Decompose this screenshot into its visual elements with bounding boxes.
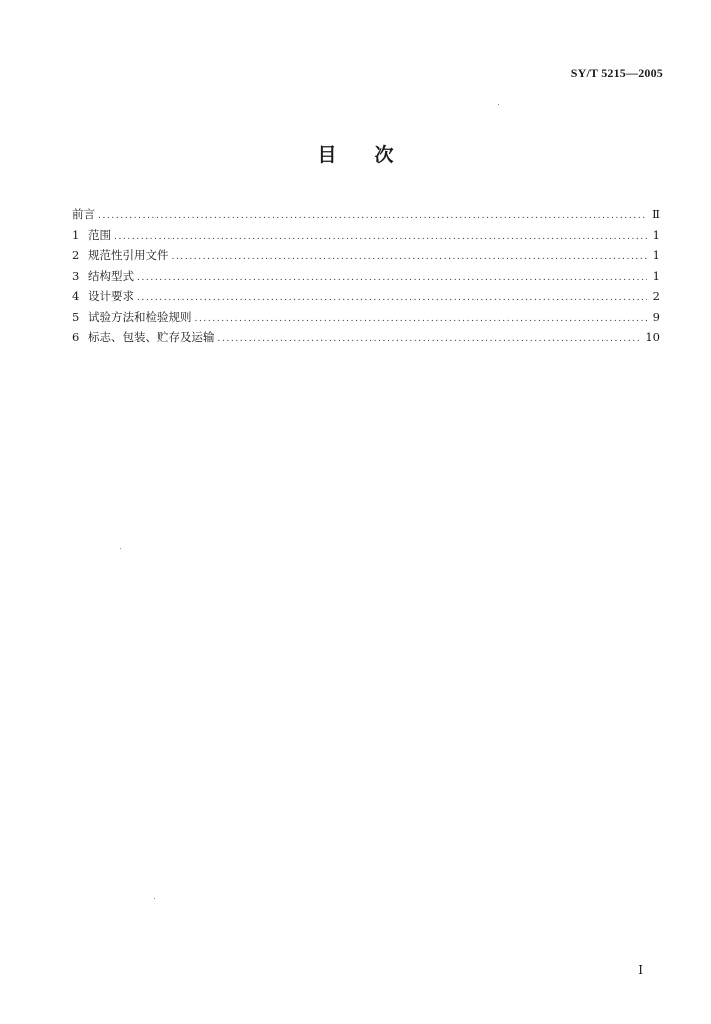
toc-list <box>72 204 660 348</box>
toc-entry-label: 标志、包装、贮存及运输 <box>88 330 215 344</box>
toc-entry-page: Ⅱ <box>652 207 660 221</box>
toc-entry-page: 1 <box>652 248 660 262</box>
toc-entry-label: 试验方法和检验规则 <box>88 309 192 324</box>
toc-entry-page: 9 <box>652 309 660 324</box>
toc-leader-dots <box>114 227 647 248</box>
toc-entry-label: 设计要求 <box>88 289 134 303</box>
toc-entry-number: 4 <box>72 289 80 303</box>
toc-entry-page: 2 <box>652 289 660 303</box>
scan-speck <box>498 104 499 105</box>
toc-entry-number: 1 <box>72 227 80 242</box>
toc-entry-scope[interactable] <box>72 225 660 246</box>
toc-entry-label: 范围 <box>88 227 111 242</box>
toc-entry-test-methods[interactable] <box>72 307 660 328</box>
toc-leader-dots <box>218 329 643 350</box>
toc-entry-label: 前言 <box>72 207 95 221</box>
toc-title-part1: 目 <box>317 144 337 166</box>
toc-entry-number: 5 <box>72 309 80 324</box>
toc-entry-normative-references[interactable] <box>72 245 660 266</box>
standard-code: SY/T 5215—2005 <box>570 66 663 80</box>
toc-entry-page: 1 <box>652 268 660 283</box>
toc-entry-label: 规范性引用文件 <box>88 248 169 262</box>
toc-entry-foreword[interactable] <box>72 204 660 225</box>
toc-leader-dots <box>137 268 647 289</box>
toc-entry-design-requirements[interactable] <box>72 286 660 307</box>
toc-entry-page: 1 <box>652 227 660 242</box>
toc-title-part2: 次 <box>374 144 394 166</box>
toc-leader-dots <box>195 309 648 330</box>
toc-entry-number: 3 <box>72 268 80 283</box>
toc-leader-dots <box>172 247 648 268</box>
toc-leader-dots <box>98 206 647 227</box>
toc-entry-page: 10 <box>645 330 660 344</box>
scan-speck <box>120 548 121 549</box>
toc-entry-label: 结构型式 <box>88 268 134 283</box>
toc-entry-number: 2 <box>72 248 80 262</box>
toc-entry-marking-packaging[interactable] <box>72 327 660 348</box>
scan-speck <box>154 898 155 899</box>
toc-title <box>0 140 711 167</box>
toc-entry-structure-type[interactable] <box>72 266 660 287</box>
toc-leader-dots <box>137 288 647 309</box>
toc-entry-number: 6 <box>72 330 80 344</box>
page-number: I <box>638 963 643 977</box>
